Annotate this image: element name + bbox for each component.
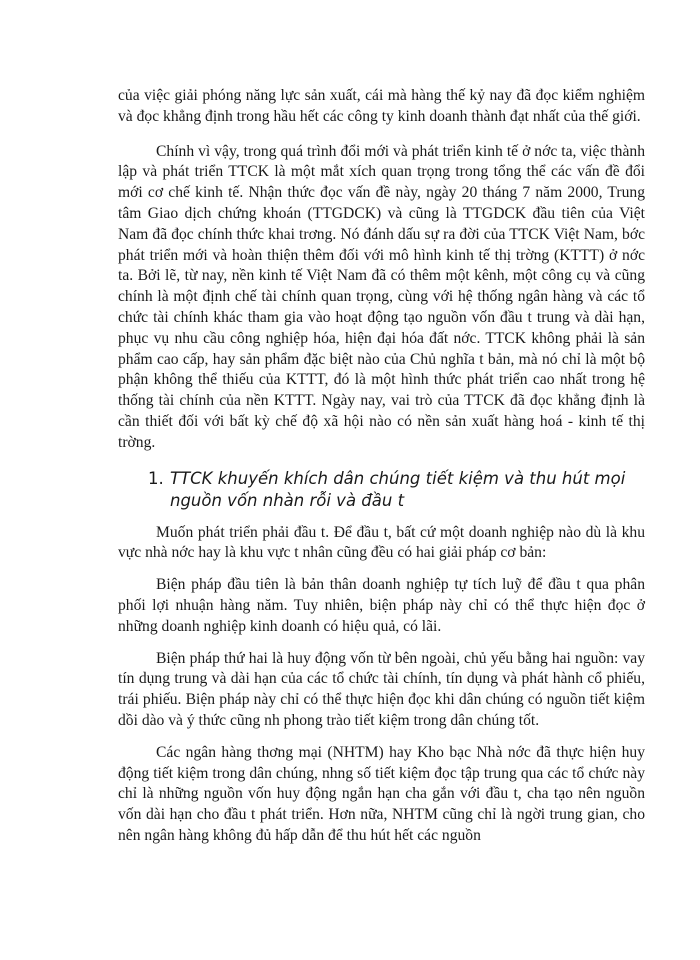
paragraph-investment-solutions: Muốn phát triển phải đầu t. Để đầu t, bất cứ một doanh nghiệp nào dù là khu vực nhà nớc hay là khu vực t nhân cũng đều có hai giải pháp cơ bản: [118,523,645,562]
section-heading [148,468,645,512]
section-heading-text: TTCK khuyến khích dân chúng tiết kiệm và thu hút mọi nguồn vốn nhàn rỗi và đầu t [170,468,626,510]
paragraph-commercial-banks: Các ngân hàng thơng mại (NHTM) hay Kho bạc Nhà nớc đã thực hiện huy động tiết kiệm trong dân chúng, nhng số tiết kiệm đọc tập trung qua các tổ chức này chỉ là những nguồn vốn huy động ngắn hạn cha gắn với đầu t, cha tạo nên nguồn vốn dài hạn cho đầu t phát triển. Hơn nữa, NHTM cũng chỉ là ngời trung gian, cho nên ngân hàng không đủ hấp dẫn để thu hút hết các nguồn [118,743,645,844]
paragraph-first-measure: Biện pháp đầu tiên là bản thân doanh nghiệp tự tích luỹ để đầu t qua phân phối lợi nhuận hàng năm. Tuy nhiên, biện pháp này chỉ có thể thực hiện đọc ở những doanh nghiệp kinh doanh có hiệu quả, có lãi. [118,576,645,635]
section-heading-number: 1. [148,468,164,488]
paragraph-ttck-role: Chính vì vậy, trong quá trình đổi mới và phát triển kinh tế ở nớc ta, việc thành lập và phát triển TTCK là một mắt xích quan trọng trong tổng thể các vấn đề đổi mới cơ chế kinh tế. Nhận thức đọc vấn đề này, ngày 20 tháng 7 năm 2000, Trung tâm Giao dịch chứng khoán (TTGDCK) và cũng là TTGDCK đầu tiên của Việt Nam đã đọc chính thức khai trơng. Nó đánh dấu sự ra đời của TTCK Việt Nam, bớc phát triển mới và hoàn thiện thêm đối với mô hình kinh tế thị trờng (KTTT) ở nớc ta. Bởi lẽ, từ nay, nền kinh tế Việt Nam đã có thêm một kênh, một công cụ và cũng chính là một định chế tài chính quan trọng, cùng với hệ thống ngân hàng và các tổ chức tài chính khác tham gia vào hoạt động tạo nguồn vốn đầu t trung và dài hạn, phục vụ nhu cầu công nghiệp hóa, hiện đại hóa đất nớc. TTCK không phải là sản phẩm cao cấp, hay sản phẩm đặc biệt nào của Chủ nghĩa t bản, mà nó chỉ là một bộ phận không thể thiếu của KTTT, đó là một hình thức phát triển cao nhất trong hệ thống tài chính của nền KTTT. Ngày nay, vai trò của TTCK đã đọc khẳng định là cần thiết đối với bất kỳ chế độ xã hội nào có nền sản xuất hàng hoá - kinh tế thị trờng. [118,142,645,451]
document-page [118,86,645,847]
paragraph-second-measure: Biện pháp thứ hai là huy động vốn từ bên ngoài, chủ yếu bằng hai nguồn: vay tín dụng trung và dài hạn của các tổ chức tài chính, tín dụng và phát hành cổ phiếu, trái phiếu. Biện pháp này chỉ có thể thực hiện đọc khi dân chúng có nguồn tiết kiệm dồi dào và ý thức cũng nh phong trào tiết kiệm trong dân chúng tốt. [118,649,645,729]
paragraph-continuation: của việc giải phóng năng lực sản xuất, cái mà hàng thế kỷ nay đã đọc kiểm nghiệm và đọc khẳng định trong hầu hết các công ty kinh doanh thành đạt nhất của thế giới. [118,87,645,125]
